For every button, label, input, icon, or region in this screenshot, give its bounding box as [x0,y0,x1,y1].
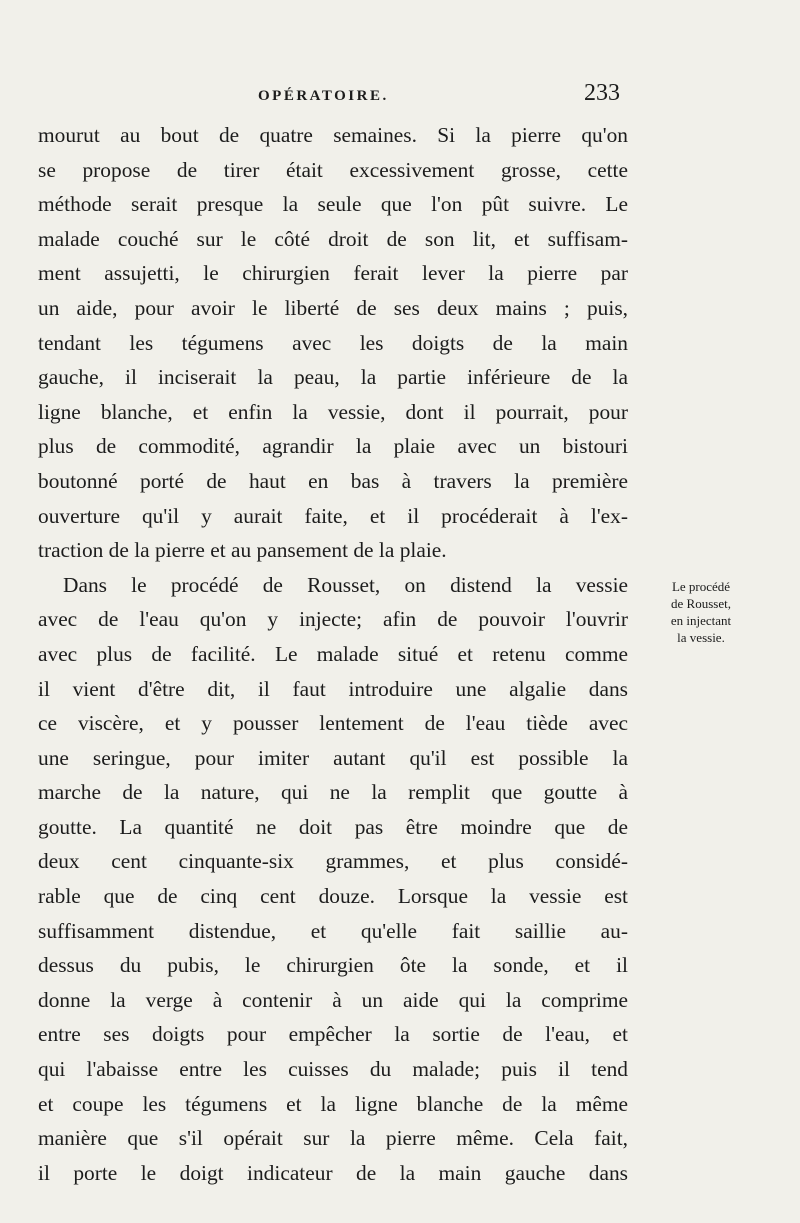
text-line: tendant les tégumens avec les doigts de la main [38,330,628,355]
text-line: méthode serait presque la seule que l'on pût suivre. Le [38,192,628,217]
running-header: OPÉRATOIRE. [258,88,389,104]
body-text [38,118,628,1190]
text-line: se propose de tirer était excessivement grosse, cette [38,157,628,182]
margin-note [636,578,766,646]
text-line: il porte le doigt indicateur de la main gauche dans [38,1160,628,1185]
text-line: un aide, pour avoir le liberté de ses deux mains ; puis, [38,295,628,320]
text-line: mourut au bout de quatre semaines. Si la pierre qu'on [38,123,628,147]
text-line: avec plus de facilité. Le malade situé et retenu comme [38,641,628,666]
text-line: manière que s'il opérait sur la pierre même. Cela fait, [38,1126,628,1151]
text-line: plus de commodité, agrandir la plaie avec un bistouri [38,434,628,459]
page-number: 233 [584,80,620,106]
margin-note-line: en injectant [670,613,732,628]
margin-note-line: de Rousset, [671,596,731,611]
text-line: Dans le procédé de Rousset, on distend la vessie [63,572,628,597]
text-line: malade couché sur le côté droit de son lit, et suffisam- [38,226,628,251]
text-line: marche de la nature, qui ne la remplit que goutte à [38,780,628,805]
text-line: rable que de cinq cent douze. Lorsque la vessie est [38,884,628,909]
margin-note-line: la vessie. [677,630,725,645]
text-line: et coupe les tégumens et la ligne blanche de la même [38,1091,628,1116]
text-line: il vient d'être dit, il faut introduire une algalie dans [38,676,628,701]
margin-note-line: Le procédé [671,579,731,594]
text-line: goutte. La quantité ne doit pas être moindre que de [38,814,628,839]
text-line: entre ses doigts pour empêcher la sortie de l'eau, et [38,1022,628,1047]
text-line: dessus du pubis, le chirurgien ôte la sonde, et il [38,953,628,978]
text-line: deux cent cinquante-six grammes, et plus considé- [38,849,628,874]
text-line: ouverture qu'il y aurait faite, et il procéderait à l'ex- [38,503,628,528]
text-line: avec de l'eau qu'on y injecte; afin de pouvoir l'ouvrir [38,607,628,632]
text-line: qui l'abaisse entre les cuisses du malade; puis il tend [38,1057,628,1082]
text-line: ligne blanche, et enfin la vessie, dont il pourrait, pour [38,399,628,424]
text-line: gauche, il inciserait la peau, la partie inférieure de la [38,365,628,390]
text-line: une seringue, pour imiter autant qu'il est possible la [38,745,628,770]
text-line: traction de la pierre et au pansement de la plaie. [38,538,447,563]
text-line: suffisamment distendue, et qu'elle fait saillie au- [38,918,628,943]
text-line: boutonné porté de haut en bas à travers la première [38,468,628,493]
text-line: ce viscère, et y pousser lentement de l'eau tiède avec [38,711,628,736]
text-line: ment assujetti, le chirurgien ferait lever la pierre par [38,261,628,286]
text-line: donne la verge à contenir à un aide qui la comprime [38,987,628,1012]
